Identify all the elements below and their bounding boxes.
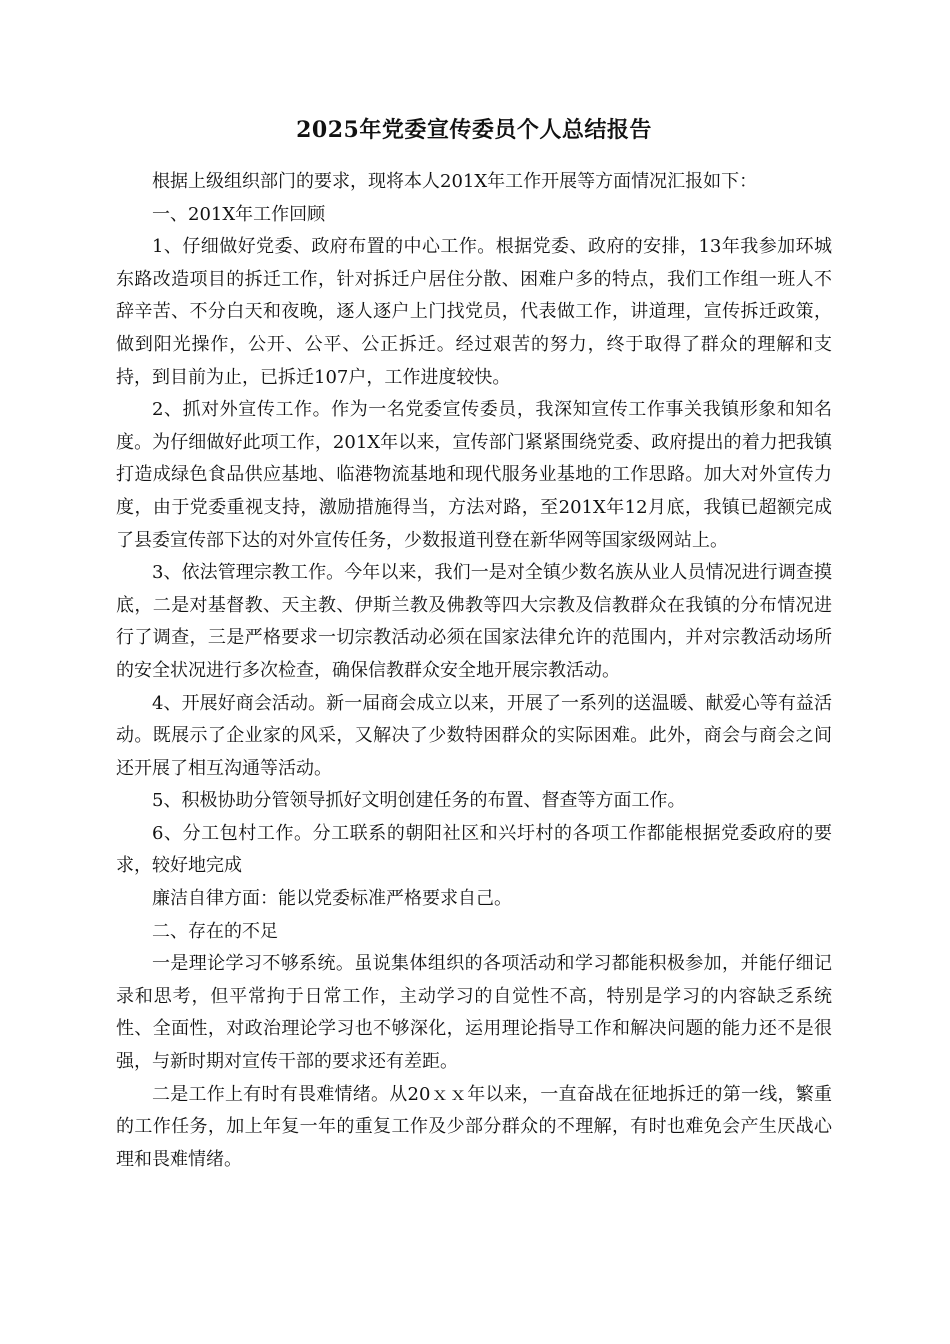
- paragraph-item-2: 2、抓对外宣传工作。作为一名党委宣传委员，我深知宣传工作事关我镇形象和知名度。为仔细做好此项工作，201X年以来，宣传部门紧紧围绕党委、政府提出的着力把我镇打造成绿色食品供应基地、临港物流基地和现代服务业基地的工作思路。加大对外宣传力度，由于党委重视支持，激励措施得当，方法对路，至201X年12月底，我镇已超额完成了县委宣传部下达的对外宣传任务，少数报道刊登在新华网等国家级网站上。: [116, 399, 832, 551]
- section-heading-review: 一、201X年工作回顾: [152, 203, 326, 225]
- paragraph-shortcoming-1: 一是理论学习不够系统。虽说集体组织的各项活动和学习都能积极参加，并能仔细记录和思考，但平常拘于日常工作，主动学习的自觉性不高，特别是学习的内容缺乏系统性、全面性，对政治理论学习也不够深化，运用理论指导工作和解决问题的能力还不是很强，与新时期对宣传干部的要求还有差距。: [116, 953, 832, 1073]
- paragraph-integrity: 廉洁自律方面：能以党委标准严格要求自己。: [152, 888, 512, 910]
- section-heading-shortcomings: 二、存在的不足: [152, 920, 278, 942]
- document-title: 2025年党委宣传委员个人总结报告: [296, 117, 652, 143]
- intro-paragraph: 根据上级组织部门的要求，现将本人201X年工作开展等方面情况汇报如下：: [152, 171, 758, 192]
- paragraph-shortcoming-2: 二是工作上有时有畏难情绪。从20ｘｘ年以来，一直奋战在征地拆迁的第一线，繁重的工作任务，加上年复一年的重复工作及少部分群众的不理解，有时也难免会产生厌战心理和畏难情绪。: [116, 1083, 832, 1170]
- paragraph-item-4: 4、开展好商会活动。新一届商会成立以来，开展了一系列的送温暖、献爱心等有益活动。既展示了企业家的风采，又解决了少数特困群众的实际困难。此外，商会与商会之间还开展了相互沟通等活动。: [116, 692, 832, 779]
- paragraph-item-6: 6、分工包村工作。分工联系的朝阳社区和兴圩村的各项工作都能根据党委政府的要求，较好地完成: [116, 822, 832, 877]
- paragraph-item-3: 3、依法管理宗教工作。今年以来，我们一是对全镇少数名族从业人员情况进行调查摸底，二是对基督教、天主教、伊斯兰教及佛教等四大宗教及信教群众在我镇的分布情况进行了调查，三是严格要求一切宗教活动必须在国家法律允许的范围内，并对宗教活动场所的安全状况进行多次检查，确保信教群众安全地开展宗教活动。: [116, 562, 832, 681]
- paragraph-item-1: 1、仔细做好党委、政府布置的中心工作。根据党委、政府的安排，13年我参加环城东路改造项目的拆迁工作，针对拆迁户居住分散、困难户多的特点，我们工作组一班人不辞辛苦、不分白天和夜晚，逐人逐户上门找党员，代表做工作，讲道理，宣传拆迁政策，做到阳光操作，公开、公平、公正拆迁。经过艰苦的努力，终于取得了群众的理解和支持，到目前为止，已拆迁107户，工作进度较快。: [116, 236, 832, 388]
- paragraph-item-5: 5、积极协助分管领导抓好文明创建任务的布置、督查等方面工作。: [152, 790, 686, 812]
